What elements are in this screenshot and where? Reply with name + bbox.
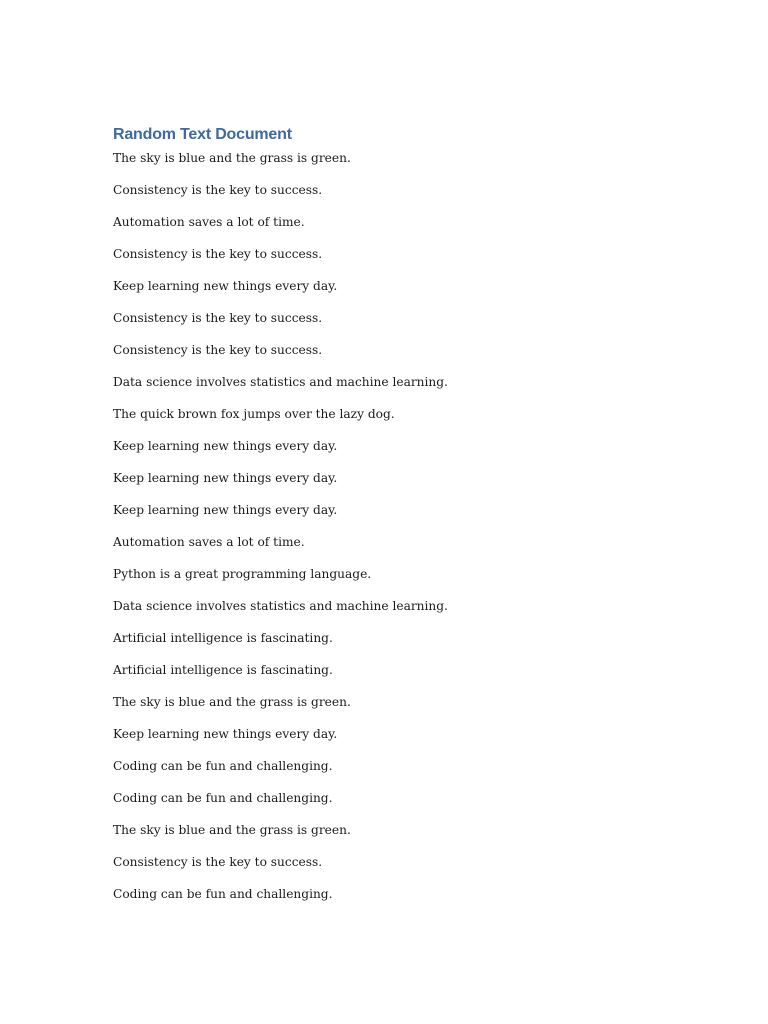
paragraph: Consistency is the key to success.	[113, 311, 323, 325]
paragraph: Keep learning new things every day.	[113, 503, 338, 517]
paragraph: Keep learning new things every day.	[113, 279, 338, 293]
paragraph: Keep learning new things every day.	[113, 439, 338, 453]
document-title: Random Text Document	[113, 126, 292, 143]
paragraph: Data science involves statistics and machine learning.	[113, 599, 448, 613]
paragraph: The sky is blue and the grass is green.	[113, 151, 351, 165]
paragraph: Automation saves a lot of time.	[113, 215, 305, 229]
paragraph: Consistency is the key to success.	[113, 855, 323, 869]
paragraph: Artificial intelligence is fascinating.	[113, 663, 333, 677]
paragraph: The sky is blue and the grass is green.	[113, 695, 351, 709]
paragraph: The quick brown fox jumps over the lazy dog.	[113, 407, 395, 421]
paragraph: Keep learning new things every day.	[113, 727, 338, 741]
paragraph: Keep learning new things every day.	[113, 471, 338, 485]
paragraph: Python is a great programming language.	[113, 567, 372, 581]
paragraph: Coding can be fun and challenging.	[113, 759, 333, 773]
paragraph: Coding can be fun and challenging.	[113, 791, 333, 805]
paragraph: Consistency is the key to success.	[113, 343, 323, 357]
paragraph: Automation saves a lot of time.	[113, 535, 305, 549]
paragraph: Consistency is the key to success.	[113, 183, 323, 197]
document-body	[113, 125, 673, 913]
paragraph: Data science involves statistics and machine learning.	[113, 375, 448, 389]
paragraph: Consistency is the key to success.	[113, 247, 323, 261]
paragraph: Coding can be fun and challenging.	[113, 887, 333, 901]
paragraph: Artificial intelligence is fascinating.	[113, 631, 333, 645]
paragraph: The sky is blue and the grass is green.	[113, 823, 351, 837]
